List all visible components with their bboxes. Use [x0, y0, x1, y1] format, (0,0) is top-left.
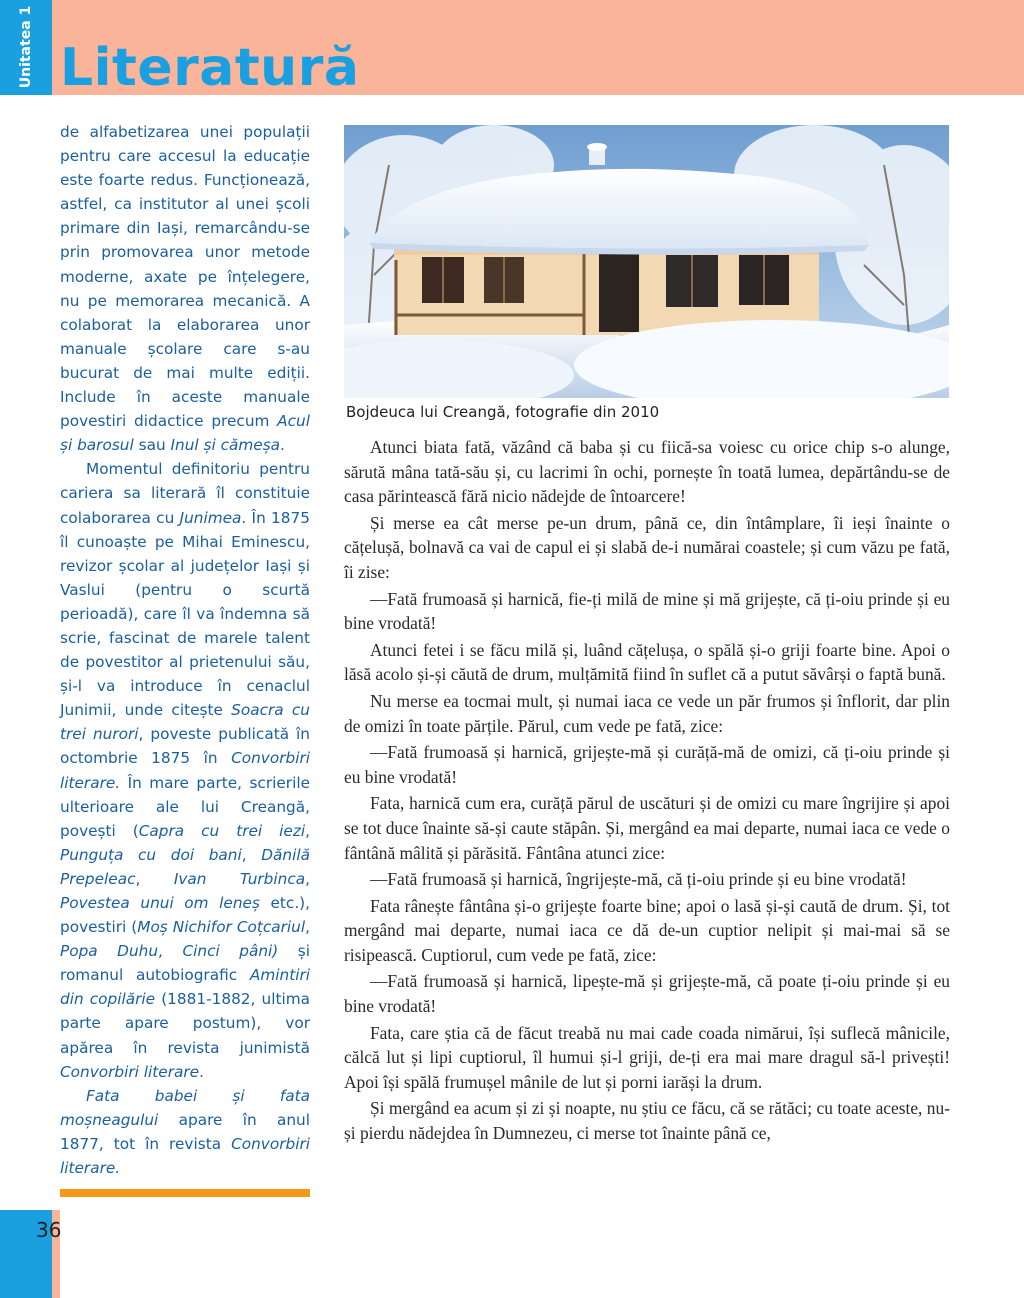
sidebar-paragraph — [60, 457, 310, 1083]
text-run: , — [135, 869, 174, 888]
italic-title: Convorbiri literare. — [60, 1134, 310, 1178]
italic-title: Soacra cu trei nurori — [60, 701, 310, 744]
italic-title: Dănilă Prepeleac — [60, 845, 310, 888]
house-photo — [344, 125, 949, 398]
text-run: , — [305, 869, 310, 888]
sidebar-column — [60, 120, 310, 1180]
story-paragraph: Atunci fetei i se făcu milă și, luând cățelușa, o spălă și-o griji foarte bine. Apoi o lăsă acolo și-și căută de drum, mulțămită fiind în suflet că a putut săvârși o faptă bună. — [344, 639, 950, 685]
sidebar-paragraph — [60, 120, 310, 457]
text-run: , — [305, 821, 310, 840]
text-run: . — [280, 436, 285, 455]
text-run: de alfabetizarea unei populații pentru care accesul la educație este foarte redus. Funcționează, astfel, ca institutor al unei școli primare din Iași, remarcându-se prin promovarea unor metode moderne, axate pe înțelegere, nu pe memorarea mecanică. A colaborat la elaborarea unor manuale școlare care s-au bucurat de mai multe ediții. Include în aceste manuale povestiri didactice precum — [60, 123, 310, 431]
italic-title: Punguța cu doi bani — [60, 845, 242, 864]
italic-title: Povestea unui om leneș — [60, 894, 260, 912]
text-run: , poveste publicată în octombrie 1875 în — [60, 725, 311, 768]
text-run: (1881-1882, ultima parte apare postum), vor apărea în revista junimistă — [60, 990, 310, 1057]
story-paragraph: —Fată frumoasă și harnică, lipește-mă și grijește-mă, că poate ți-oiu prinde și eu bine vrodată! — [344, 971, 950, 1017]
page-number: 36 — [36, 1218, 62, 1242]
story-paragraph: Nu merse ea tocmai mult, și numai iaca ce vede un păr frumos și înflorit, dar plin de omizi în toate părțile. Părul, cum vede pe fată, zice: — [344, 690, 950, 736]
snowy-house-illustration — [344, 125, 949, 398]
text-run: . — [199, 1062, 204, 1081]
unit-label: Unitatea 1 — [18, 5, 34, 89]
text-run: , — [158, 942, 183, 961]
text-run: și romanul autobiografic — [60, 942, 310, 985]
italic-title: Cinci pâni) — [182, 942, 279, 961]
story-paragraph: —Fată frumoasă și harnică, îngrijește-mă, că ți-oiu prinde și eu bine vrodată! — [370, 869, 907, 890]
italic-title: Popa Duhu — [60, 942, 159, 961]
page-title: Literatură — [60, 38, 360, 98]
italic-title: Moș Nichifor Coțcariul — [137, 918, 306, 937]
text-run: , — [305, 918, 311, 937]
story-paragraph: Fata rânește fântâna și-o grijește foarte bine; apoi o lasă și-și caută de drum. Și, tot mergând mai departe, numai iaca ce dă de-un cuptior nelipit și mai-mai să se risipească. Cuptiorul, cum vede pe fată, zice: — [344, 895, 950, 965]
italic-title: Inul și cămeșa — [170, 436, 281, 455]
text-run: sau — [133, 436, 171, 455]
text-run: etc.), povestiri ( — [60, 894, 311, 937]
story-paragraph: —Fată frumoasă și harnică, fie-ți milă de mine și mă grijește, că ți-oiu prinde și eu bine vrodată! — [344, 588, 950, 634]
story-paragraph: Și mergând ea acum și zi și noapte, nu știu ce făcu, că se rătăci; cu toate aceste, nu-și pierdu nădejdea în Dumnezeu, ci merse tot înainte până ce, — [344, 1098, 950, 1144]
italic-title: Acul și barosul — [60, 412, 310, 455]
unit-tab — [0, 0, 52, 95]
italic-title: Capra cu trei iezi — [138, 821, 306, 840]
text-run: În mare parte, scrierile ulterioare ale lui Creangă, povești ( — [60, 773, 310, 840]
italic-title: Amintiri din copilărie — [60, 966, 310, 1009]
text-run: Momentul definitoriu pentru cariera sa literară îl constituie colaborarea cu — [60, 460, 310, 527]
story-paragraph: —Fată frumoasă și harnică, grijește-mă și curăță-mă de omizi, că ți-oiu prinde și eu bine vrodată! — [344, 742, 950, 787]
italic-title: Ivan Turbinca — [173, 869, 306, 888]
story-paragraph: Și merse ea cât merse pe-un drum, până ce, din întâmplare, îi ieși înainte o cățelușă, bolnavă ca vai de capul ei și slabă de-i numărai coastele; și cum văzu pe fată, îi zise: — [344, 512, 950, 582]
italic-title: Junimea — [179, 508, 242, 527]
text-run: , — [241, 845, 262, 864]
story-paragraph: Fata, care știa că de făcut treabă nu mai cade coada nimărui, își suflecă mânicile, călcă lut și lipi cuptiorul, îl humui și-l griji, de-ți era mai mare dragul să-l privești! Apoi își spălă frumușel mânile de lut și porni iarăși la drum. — [344, 1022, 950, 1092]
story-paragraph: Fata, harnică cum era, curăță părul de uscături și de omizi cu mare îngrijire și apoi se tot duce înainte să-și caute stăpân. Și, mergând ea mai departe, numai iaca ce vede o fântână mâlită și părăsită. Fântâna atunci zice: — [344, 793, 950, 863]
italic-title: Convorbiri literare. — [60, 749, 310, 792]
sidebar-paragraph — [60, 1084, 310, 1180]
italic-title: Fata babei și fata moșneagului — [60, 1086, 310, 1129]
sidebar-divider — [60, 1189, 310, 1197]
story-text — [344, 435, 950, 1148]
text-run: . În 1875 îl cunoaște pe Mihai Eminescu, revizor școlar al județelor Iași și Vaslui (pentru o scurtă perioadă), care îl va îndemna să scrie, fascinat de marele talent de povestitor al prietenului său, și-l va introduce în cenaclul Junimii, unde citește — [60, 508, 310, 720]
italic-title: Convorbiri literare — [60, 1062, 200, 1081]
text-run: apare în anul 1877, tot în revista — [60, 1110, 310, 1153]
photo-caption: Bojdeuca lui Creangă, fotografie din 2010 — [346, 403, 660, 421]
story-paragraph: Atunci biata fată, văzând că baba și cu fiică-sa voiesc cu orice chip s-o alunge, sărută mâna tată-său și, cu lacrimi în ochi, pornește în toată lumea, depărtându-se de casa părintească fără nicio nădejde de întoarcere! — [344, 437, 950, 507]
